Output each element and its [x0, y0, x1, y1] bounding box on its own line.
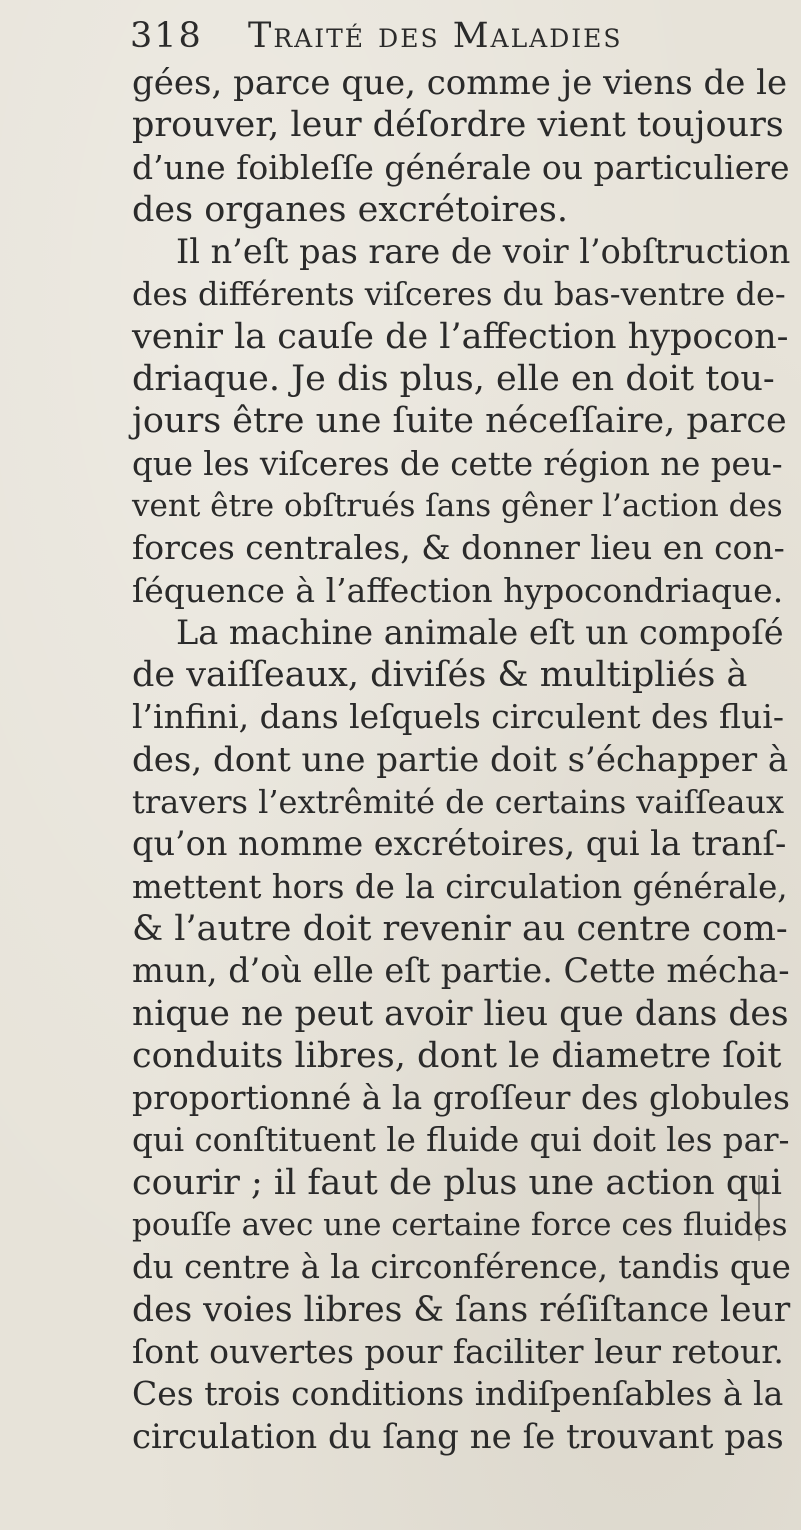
- text-line: forces centrales, & donner lieu en con-: [132, 528, 785, 568]
- text-line: des voies libres & ſans réſiſtance leur: [132, 1289, 791, 1330]
- text-line: courir ; il faut de plus une action qui: [132, 1162, 782, 1203]
- text-line: qui conſtituent le fluide qui doit les par-: [132, 1121, 790, 1160]
- margin-mark: [758, 1175, 760, 1241]
- text-line: des organes excrétoires.: [132, 189, 568, 230]
- text-line: proportionné à la groſſeur des globules: [132, 1078, 790, 1118]
- page-number: 318: [130, 16, 203, 56]
- text-line: d’une foibleſſe générale ou particuliere: [132, 147, 790, 187]
- text-line: prouver, leur déſordre vient toujours: [132, 105, 784, 146]
- text-line: conduits libres, dont le diametre ſoit: [132, 1035, 782, 1076]
- text-line: driaque. Je dis plus, elle en doit tou-: [132, 359, 775, 400]
- text-line: du centre à la circonférence, tandis que: [132, 1248, 791, 1287]
- text-line: l’infini, dans leſquels circulent des flui-: [132, 697, 784, 737]
- text-line: des différents viſceres du bas-ventre de-: [132, 275, 786, 314]
- page-header: [130, 16, 770, 66]
- text-line: mettent hors de la circulation générale,: [132, 867, 788, 906]
- text-line: gées, parce que, comme je viens de le: [132, 63, 788, 103]
- text-line: ſéquence à l’affection hypocondriaque.: [132, 570, 784, 610]
- text-line: mun, d’où elle eſt partie. Cette mécha-: [132, 951, 790, 991]
- text-line: Ces trois conditions indiſpenſables à la: [132, 1374, 784, 1414]
- text-line: pouſſe avec une certaine force ces fluides: [132, 1207, 788, 1244]
- text-line: vent être obſtrués ſans gêner l’action des: [132, 487, 783, 524]
- text-line: circulation du ſang ne ſe trouvant pas: [132, 1416, 784, 1457]
- text-line: de vaiſſeaux, diviſés & multipliés à: [132, 655, 748, 696]
- text-line: ſont ouvertes pour faciliter leur retour.: [132, 1331, 784, 1371]
- text-line: des, dont une partie doit s’échapper à: [132, 739, 789, 780]
- running-title: Traité des Maladies: [248, 16, 623, 56]
- text-line: jours être une ſuite néceſſaire, parce: [132, 401, 787, 442]
- text-line: qu’on nomme excrétoires, qui la tranſ-: [132, 824, 787, 864]
- body-text: [132, 62, 792, 1458]
- text-line: venir la cauſe de l’affection hypocon-: [132, 316, 789, 357]
- paragraph-start-line: Il n’eſt pas rare de voir l’obſtruction: [176, 232, 791, 272]
- text-line: que les viſceres de cette région ne peu-: [132, 444, 783, 483]
- text-line: & l’autre doit revenir au centre com-: [132, 908, 788, 949]
- text-line: nique ne peut avoir lieu que dans des: [132, 993, 789, 1034]
- text-line: travers l’extrêmité de certains vaiſſeaux: [132, 783, 785, 822]
- paragraph-start-line: La machine animale eſt un compoſé: [176, 612, 784, 652]
